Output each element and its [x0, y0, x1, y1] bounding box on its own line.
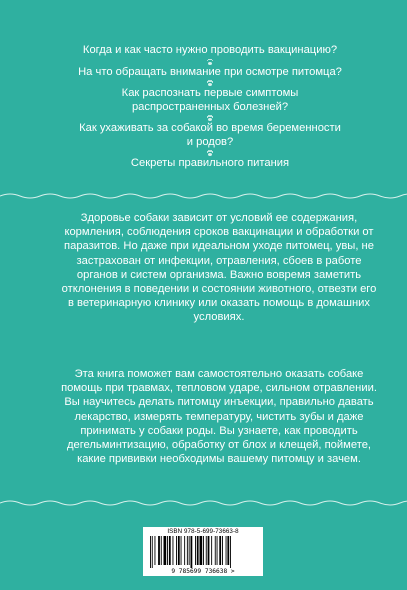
barcode-bar — [197, 536, 199, 565]
wave-divider-top — [0, 190, 407, 200]
barcode-bar — [227, 536, 229, 565]
paw-icon — [207, 80, 214, 86]
barcode-bar — [226, 536, 227, 565]
barcode-bar — [222, 536, 223, 565]
question-pregnancy: Как ухаживать за собакой во время беременности и родов? — [79, 122, 341, 148]
questions-list — [60, 44, 360, 171]
barcode-bar — [195, 536, 196, 565]
barcode-bar — [152, 536, 153, 568]
wave-divider-bottom — [0, 498, 407, 508]
barcode-bar — [187, 536, 188, 565]
paw-icon — [207, 150, 214, 156]
barcode-bar — [200, 536, 203, 565]
barcode-bar — [181, 536, 182, 565]
barcode-bar — [176, 536, 177, 565]
barcode-bar — [155, 536, 156, 565]
barcode-bar — [211, 536, 212, 565]
barcode-bar — [169, 536, 171, 565]
description-health: Здоровье собаки зависит от условий ее содержания, кормления, соблюдения сроков вакцинации и обработки от паразитов. Но даже при идеальном уходе питомец, увы, не застрахован от инфекции, отравления, сбоев в работе органов и систем организма. Важно вовремя заметить отклонения в поведении и состоянии животного, отвезти его в ветеринарную клинику или оказать помощь в домашних условиях. — [61, 212, 377, 324]
barcode-bar — [189, 536, 190, 565]
question-symptoms: Как распознать первые симптомы распространенных болезней? — [121, 87, 299, 113]
barcode-bar — [184, 536, 185, 565]
barcode-bar — [230, 536, 231, 568]
barcode-bar — [164, 536, 167, 565]
paw-icon — [207, 59, 214, 65]
barcode-bar — [191, 536, 193, 568]
barcode-bar — [203, 536, 204, 565]
paw-icon — [207, 115, 214, 121]
barcode-bar — [217, 536, 218, 565]
barcode-bar — [161, 536, 162, 565]
barcode-bar — [173, 536, 174, 565]
question-nutrition: Секреты правильного питания — [130, 157, 290, 169]
barcode-bar — [219, 536, 221, 565]
barcode-bar — [208, 536, 210, 565]
barcode-number: 9 785699 736638 > — [171, 568, 235, 575]
question-inspection: На что обращать внимание при осмотре питомца? — [78, 65, 342, 78]
barcode-bar — [158, 536, 160, 565]
barcode — [143, 527, 263, 576]
barcode-bar — [206, 536, 207, 565]
barcode-bar — [150, 536, 151, 568]
barcode-bar — [215, 536, 216, 565]
question-vaccination: Когда и как часто нужно проводить вакцинацию? — [82, 44, 338, 56]
isbn-label: ISBN 978-5-699-73663-8 — [167, 528, 239, 535]
barcode-bar — [178, 536, 180, 565]
barcode-bar — [167, 536, 168, 565]
barcode-bars — [150, 536, 256, 568]
description-book: Эта книга поможет вам самостоятельно оказать собаке помощь при травмах, тепловом ударе, сильном отравлении. Вы научитесь делать питомцу инъекции, правильно давать лекарство, измерять температуру, чистить зубы и даже принимать у собаки роды. Вы узнаете, как проводить дегельминтизацию, обработку от блох и клещей, поймете, какие прививки необходимы вашему питомцу и зачем. — [61, 368, 377, 466]
